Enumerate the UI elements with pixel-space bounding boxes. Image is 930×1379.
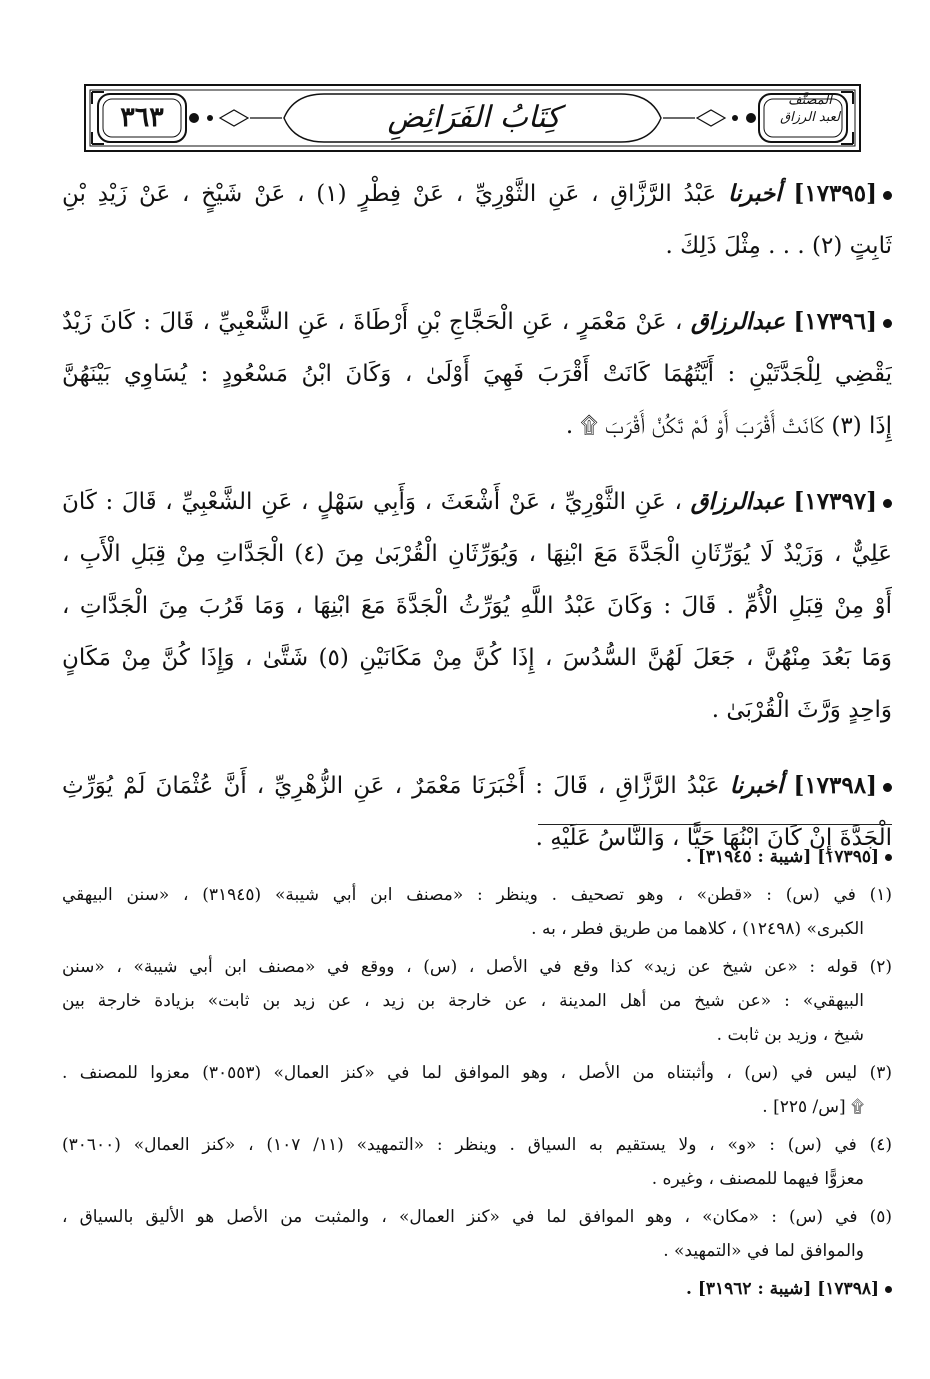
hadith-entry (62, 476, 892, 736)
text-line (62, 296, 892, 348)
footnote-line: البيهقي» : «عن شيخ من أهل المدينة ، عن خارجة بن زيد ، عن زيد بن ثابت» بزيادة خارجة بين (62, 991, 864, 1011)
page-header (84, 84, 861, 152)
chapter-title: كِتَابُ الفَرَائِضِ (387, 100, 561, 135)
bullet-icon (885, 1286, 892, 1293)
hadith-number: [١٧٣٩٧] (793, 488, 878, 515)
footnote-line: (٣) ليس في (س) ، وأثبتناه من الأصل ، وهو الموافق لما في «كنز العمال» (٣٠٥٥٣) معزوا للمصنف . (62, 1063, 892, 1083)
line-text: عَبْدُ الرَّزَّاقِ ، قَالَ : أَخْبَرَنَا مَعْمَرٌ ، عَنِ الزُّهْرِيِّ ، أَنَّ عُثْمَانَ لَمْ يُوَرِّثِ (62, 773, 720, 799)
footnote-line: (٤) في (س) : «و» ، ولا يستقيم به السياق . وينظر : «التمهيد» (١١/ ١٠٧) ، «كنز العمال» (٣٠٦٠٠) (62, 1135, 892, 1155)
text-line (62, 580, 892, 632)
line-text: يَقْضِي لِلْجَدَّتَيْنِ : أَيَّتُهُمَا كَانَتْ أَقْرَبَ فَهِيَ أَوْلَىٰ ، وَكَانَ ابْنُ مَسْعُودٍ : يُسَاوِي بَيْنَهُنَّ (62, 361, 892, 387)
bullet-icon (883, 499, 892, 508)
main-text (62, 168, 892, 888)
line-text: ، عَنْ مَعْمَرٍ ، عَنِ الْحَجَّاجِ بْنِ أَرْطَاةَ ، عَنِ الشَّعْبِيِّ ، قَالَ : كَانَ زَيْدٌ (62, 309, 683, 335)
footnote-line: والموافق لما في «التمهيد» . (663, 1241, 864, 1261)
source-reference: [١٧٣٩٥] [شيبة : ٣١٩٤٥] . (62, 840, 892, 874)
hadith-entry (62, 296, 892, 452)
text-line (62, 476, 892, 528)
line-text: ثَابِتٍ (٢) . . . مِثْلَ ذَلِكَ . (665, 233, 892, 259)
footnote-line: معزوًّا فيهما للمصنف ، وغيره . (651, 1169, 864, 1189)
source-reference: [١٧٣٩٨] [شيبة : ٣١٩٦٢] . (62, 1272, 892, 1306)
text-line (62, 684, 892, 736)
narrator: أخبرنا (729, 772, 784, 799)
footnote-line: (٢) قوله : «عن شيخ عن زيد» كذا وقع في الأصل ، (س) ، ووقع في «مصنف ابن أبي شيبة» ، «سنن (62, 957, 892, 977)
line-text: الْجَدَّةَ إِنْ كَانَ ابْنُهَا حَيًّا ، وَالنَّاسُ عَلَيْهِ . (535, 825, 892, 851)
page-number: ٣٦٣ (120, 102, 164, 133)
logo-line: المصنَّف (788, 93, 832, 108)
text-line (62, 220, 892, 272)
line-text: ، عَنِ الثَّوْرِيِّ ، عَنْ أَشْعَثَ ، وَأَبِي سَهْلٍ ، عَنِ الشَّعْبِيِّ ، قَالَ : كَانَ (62, 489, 682, 515)
text-line (62, 168, 892, 220)
line-text: وَاحِدٍ وَرَّثَ الْقُرْبَىٰ . (711, 697, 892, 723)
text-line (62, 528, 892, 580)
book-logo (772, 92, 848, 144)
hadith-number: [١٧٣٩٥] (793, 180, 878, 207)
bullet-icon (883, 783, 892, 792)
hadith-number: [١٧٣٩٨] (793, 772, 877, 799)
hadith-entry (62, 168, 892, 272)
narrator: عبدالرزاق (690, 488, 785, 515)
bullet-icon (883, 319, 892, 328)
bullet-icon (885, 854, 892, 861)
line-text: وَمَا بَعُدَ مِنْهُنَّ ، جَعَلَ لَهُنَّ السُّدُسَ ، إِذَا كُنَّ مِنْ مَكَانَيْنِ (٥) شَتَّىٰ ، وَإِذَا كُنَّ مِنْ مَكَانٍ (62, 645, 892, 671)
hadith-number: [١٧٣٩٦] (793, 308, 878, 335)
narrator: عبدالرزاق (690, 308, 786, 335)
line-text: عَلِيٌّ ، وَزَيْدٌ لَا يُوَرِّثَانِ الْجَدَّةَ مَعَ ابْنِهَا ، وَيُوَرِّثَانِ الْقُرْبَىٰ مِنَ (٤) الْجَدَّاتِ مِنْ قِبَلِ الْأَبِ ، (62, 541, 892, 567)
text-line (62, 400, 892, 452)
footnote-line: الكبرى» (١٢٤٩٨) ، كلاهما من طريق فطر ، به . (531, 919, 864, 939)
text-line (62, 632, 892, 684)
footnotes (62, 840, 892, 1306)
line-text: عَبْدُ الرَّزَّاقِ ، عَنِ الثَّوْرِيِّ ، عَنْ فِطْرٍ (١) ، عَنْ شَيْخٍ ، عَنْ زَيْدِ بْنِ (62, 181, 717, 207)
footnote-line: (١) في (س) : «قطن» ، وهو تصحيف . وينظر : «مصنف ابن أبي شيبة» (٣١٩٤٥) ، «سنن البيهقي (62, 885, 892, 905)
footnote-line: ۩ [س/ ٢٢٥] . (762, 1097, 864, 1117)
footnote-line: (٥) في (س) : «مكان» ، وهو الموافق لما في «كنز العمال» ، والمثبت من الأصل هو الأليق بالسياق ، (62, 1207, 892, 1227)
text-line (62, 348, 892, 400)
bullet-icon (883, 191, 892, 200)
narrator: أخبرنا (728, 180, 782, 207)
text-line (62, 760, 892, 812)
line-text: إِذَا (٣) كَانَتْ أَقْرَبَ أَوْ لَمْ تَكُنْ أَقْرَبَ ۩ . (565, 413, 892, 439)
line-text: أَوْ مِنْ قِبَلِ الْأُمِّ . قَالَ : وَكَانَ عَبْدُ اللَّهِ يُوَرِّثُ الْجَدَّةَ مَعَ ابْنِهَا ، وَمَا قَرُبَ مِنَ الْجَدَّاتِ ، (62, 593, 892, 619)
logo-line: لعبد الرزاق (780, 110, 840, 125)
footnote-line: شيخ ، وزيد بن ثابت . (716, 1025, 864, 1045)
footnote-divider (538, 824, 892, 825)
